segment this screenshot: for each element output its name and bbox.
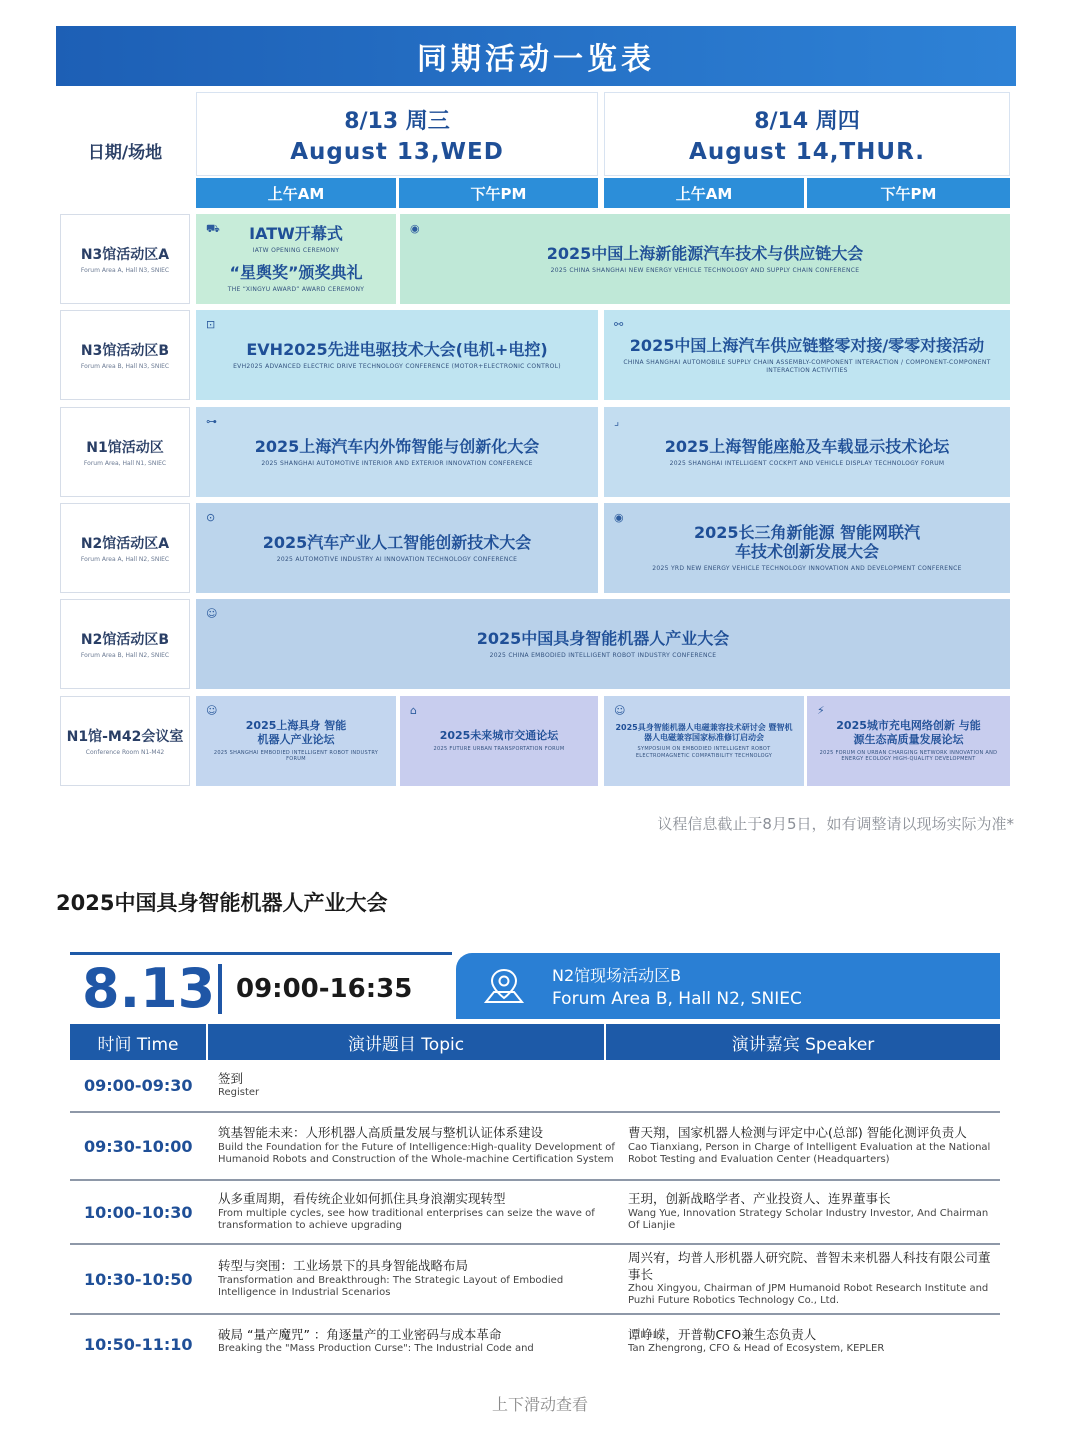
event-subtitle: 2025 CHINA EMBODIED INTELLIGENT ROBOT INDUSTRY CONFERENCE [489, 651, 717, 659]
event-interior-exterior[interactable] [196, 407, 598, 497]
row-topic-zh: 签到 [218, 1071, 244, 1087]
agenda-disclaimer: 议程信息截止于8月5日，如有调整请以现场实际为准* [657, 815, 1014, 833]
row-topic-en: Build the Foundation for the Future of Intelligence:High-quality Development of Humanoid Robots and Construction of the Whole-machine Certification System [218, 1141, 615, 1166]
event-title: 2025中国上海新能源汽车技术与供应链大会 [546, 243, 864, 263]
row-time: 10:00-10:30 [84, 1202, 193, 1222]
row-topic-en: Register [218, 1087, 260, 1099]
row-speaker-zh: 王玥，创新战略学者、产业投资人、连界董事长 [628, 1191, 891, 1207]
venue-name-zh: N2馆现场活动区B [552, 966, 682, 985]
day-header-1 [196, 92, 598, 176]
row-topic-zh: 筑基智能未来：人形机器人高质量发展与整机认证体系建设 [218, 1125, 544, 1141]
event-title: 2025长三角新能源 智能网联汽车技术创新发展大会 [693, 522, 921, 562]
banner-title: 同期活动一览表 [417, 42, 655, 77]
event-schedule-grid [60, 90, 1010, 788]
agenda-date: 8.13 [82, 957, 216, 1020]
event-yrd-nev[interactable] [604, 503, 1010, 593]
event-subtitle: IATW OPENING CEREMONY [252, 247, 340, 255]
event-title: 2025未来城市交通论坛 [439, 729, 559, 743]
venue-name: N2馆活动区B [80, 632, 170, 648]
event-supply-chain-matching[interactable] [604, 310, 1010, 400]
event-evh2025[interactable] [196, 310, 598, 400]
venue-name-en: Forum Area B, Hall N2, SNIEC [80, 652, 170, 659]
event-subtitle: SYMPOSIUM ON EMBODIED INTELLIGENT ROBOT ELECTROMAGNETIC COMPATIBILITY TECHNOLOGY [635, 746, 773, 759]
row-topic-zh: 从多重周期，看传统企业如何抓住具身浪潮实现转型 [218, 1191, 506, 1207]
event-title: 2025中国上海汽车供应链整零对接/零零对接活动 [629, 335, 985, 355]
robot-icon: ☺ [614, 704, 626, 717]
day-2-pm: 下午PM [807, 178, 1010, 208]
agenda-venue [456, 953, 1000, 1019]
motor-icon: ⊡ [206, 318, 216, 331]
scroll-hint: 上下滑动查看 [491, 1395, 588, 1414]
event-subtitle: 2025 SHANGHAI AUTOMOTIVE INTERIOR AND EXTERIOR INNOVATION CONFERENCE [261, 459, 533, 467]
event-robot-emc[interactable] [604, 696, 804, 786]
event-title-2: “星舆奖”颁奖典礼 [229, 263, 363, 282]
row-speaker-zh: 曹天翔，国家机器人检测与评定中心(总部) 智能化测评负责人 [628, 1125, 967, 1141]
divider [218, 964, 222, 1014]
event-title: 2025上海智能座舱及车载显示技术论坛 [664, 436, 950, 456]
venue-n2-b [60, 599, 190, 689]
venue-name: N3馆活动区A [80, 247, 170, 263]
row-speaker-zh: 周兴宥，均普人形机器人研究院、普智未来机器人科技有限公司董事长 [628, 1250, 991, 1282]
event-title: 2025具身智能机器人电磁兼容技术研讨会 暨智机器人电磁兼容国家标准修订启动会 [615, 722, 793, 742]
venue-name-en: Forum Area B, Hall N3, SNIEC [80, 363, 170, 370]
table-row [70, 1181, 1000, 1245]
row-topic-en: From multiple cycles, see how traditional enterprises can seize the wave of transformation to achieve upgrading [218, 1207, 595, 1232]
event-title: 2025城市充电网络创新 与能源生态高质量发展论坛 [836, 719, 981, 746]
event-auto-ai[interactable] [196, 503, 598, 593]
day-1-am: 上午AM [196, 178, 396, 208]
target-icon: ◉ [614, 511, 624, 524]
day-1-date: 8/13 周三 [344, 108, 450, 134]
col-time: 时间 Time [70, 1024, 208, 1060]
row-topic-en: Breaking the "Mass Production Curse": The Industrial Code and [218, 1343, 534, 1355]
event-subtitle: 2025 FORUM ON URBAN CHARGING NETWORK INNOVATION AND ENERGY ECOLOGY HIGH-QUALITY DEVELOPMENT [819, 749, 998, 763]
date-venue-header: 日期/场地 [87, 142, 163, 163]
event-title: 2025上海具身 智能机器人产业论坛 [245, 719, 347, 746]
table-row [70, 1113, 1000, 1181]
day-1-pm: 下午PM [399, 178, 598, 208]
event-opening-ceremony[interactable] [196, 214, 396, 304]
car-side-icon: ⊶ [206, 415, 217, 428]
venue-n1 [60, 407, 190, 497]
agenda-time: 09:00-16:35 [236, 973, 413, 1004]
row-time: 10:50-11:10 [84, 1335, 193, 1354]
row-topic-en: Transformation and Breakthrough: The Strategic Layout of Embodied Intelligence in Industrial Scenarios [218, 1274, 564, 1299]
venue-name: N3馆活动区B [80, 343, 170, 359]
row-topic-zh: 破局 “量产魔咒” ：角逐量产的工业密码与成本革命 [218, 1327, 502, 1342]
col-topic: 演讲题目 Topic [208, 1024, 606, 1060]
seat-icon: ⌟ [614, 415, 620, 428]
venue-n2-a [60, 503, 190, 593]
event-title: 2025上海汽车内外饰智能与创新化大会 [254, 436, 540, 456]
row-time: 10:30-10:50 [84, 1269, 193, 1289]
charger-icon: ⚡ [817, 704, 825, 717]
event-title: 2025中国具身智能机器人产业大会 [476, 628, 730, 648]
table-row [70, 1245, 1000, 1315]
car-icon: ⛟ [206, 222, 220, 235]
day-header-2 [604, 92, 1010, 176]
robot-icon: ☺ [206, 704, 218, 717]
event-urban-charging[interactable] [807, 696, 1010, 786]
venue-n3-a [60, 214, 190, 304]
row-time: 09:00-09:30 [84, 1076, 193, 1095]
day-2-date: 8/14 周四 [754, 108, 860, 134]
event-title: 2025汽车产业人工智能创新技术大会 [262, 532, 532, 552]
event-nev-supply-chain[interactable] [400, 214, 1010, 304]
event-subtitle: 2025 FUTURE URBAN TRANSPORTATION FORUM [433, 746, 565, 753]
agenda-table-header [70, 1024, 1000, 1060]
section-title: 2025中国具身智能机器人产业大会 [56, 891, 388, 915]
target-icon: ◉ [410, 222, 420, 235]
col-speaker: 演讲嘉宾 Speaker [731, 1034, 875, 1055]
venue-n1-m42 [60, 696, 190, 786]
venue-name: N1馆-M42会议室 [66, 729, 184, 745]
agenda-date-time [70, 952, 452, 1022]
event-subtitle: 2025 SHANGHAI EMBODIED INTELLIGENT ROBOT INDUSTRY FORUM [213, 749, 379, 763]
event-shanghai-robot-forum[interactable] [196, 696, 396, 786]
chip-icon: ⊙ [206, 511, 216, 524]
event-title: EVH2025先进电驱技术大会(电机+电控) [246, 339, 548, 359]
day-1-en: August 13,WED [290, 138, 504, 165]
table-row [70, 1315, 1000, 1359]
schedule-banner [56, 26, 1016, 86]
venue-name-en: Forum Area A, Hall N2, SNIEC [80, 556, 170, 563]
venue-name-en: Forum Area B, Hall N2, SNIEC [552, 989, 802, 1009]
row-speaker-en: Tan Zhengrong, CFO & Head of Ecosystem, KEPLER [628, 1343, 885, 1355]
event-title: IATW开幕式 [249, 224, 343, 244]
row-speaker-en: Wang Yue, Innovation Strategy Scholar Industry Investor, And Chairman Of Lianjie [628, 1207, 989, 1232]
event-subtitle-2: THE “XINGYU AWARD” AWARD CEREMONY [227, 286, 365, 294]
event-subtitle: 2025 AUTOMOTIVE INDUSTRY AI INNOVATION TECHNOLOGY CONFERENCE [276, 555, 518, 563]
event-subtitle: CHINA SHANGHAI AUTOMOBILE SUPPLY CHAIN ASSEMBLY-COMPONENT INTERACTION / COMPONENT-COMPONENT INTERACTION ACTIVITIES [623, 358, 991, 374]
day-2-am: 上午AM [604, 178, 804, 208]
row-speaker-en: Cao Tianxiang, Person in Charge of Intelligent Evaluation at the National Robot Testing and Evaluation Center (Headquarters) [628, 1141, 991, 1166]
day-2-en: August 14,THUR. [689, 138, 925, 165]
row-topic-zh: 转型与突围：工业场景下的具身智能战略布局 [218, 1258, 469, 1274]
venue-name: N1馆活动区 [86, 440, 164, 456]
event-subtitle: 2025 YRD NEW ENERGY VEHICLE TECHNOLOGY INNOVATION AND DEVELOPMENT CONFERENCE [652, 565, 962, 573]
event-subtitle: EVH2025 ADVANCED ELECTRIC DRIVE TECHNOLOGY CONFERENCE (MOTOR+ELECTRONIC CONTROL) [233, 362, 561, 370]
venue-name: N2馆活动区A [80, 536, 170, 552]
building-icon: ⌂ [410, 704, 417, 717]
event-subtitle: 2025 SHANGHAI INTELLIGENT COCKPIT AND VEHICLE DISPLAY TECHNOLOGY FORUM [669, 459, 945, 467]
venue-name-en: Conference Room N1-M42 [85, 749, 165, 756]
row-speaker-en: Zhou Xingyou, Chairman of JPM Humanoid Robot Research Institute and Puzhi Future Robotics Technology Co., Ltd. [628, 1282, 989, 1307]
venue-name-en: Forum Area, Hall N1, SNIEC [83, 460, 167, 467]
table-row [70, 1060, 1000, 1113]
link-icon: ⚯ [614, 318, 624, 331]
event-subtitle: 2025 CHINA SHANGHAI NEW ENERGY VEHICLE TECHNOLOGY AND SUPPLY CHAIN CONFERENCE [550, 266, 860, 274]
event-urban-transport[interactable] [400, 696, 598, 786]
robot-icon: ☺ [206, 607, 218, 620]
event-embodied-robot-conference[interactable] [196, 599, 1010, 689]
venue-name-en: Forum Area A, Hall N3, SNIEC [80, 267, 170, 274]
location-pin-icon [456, 966, 552, 1006]
row-speaker-zh: 谭峥嵘，开普勒CFO兼生态负责人 [628, 1327, 817, 1342]
event-smart-cockpit[interactable] [604, 407, 1010, 497]
row-time: 09:30-10:00 [84, 1136, 193, 1156]
venue-n3-b [60, 310, 190, 400]
